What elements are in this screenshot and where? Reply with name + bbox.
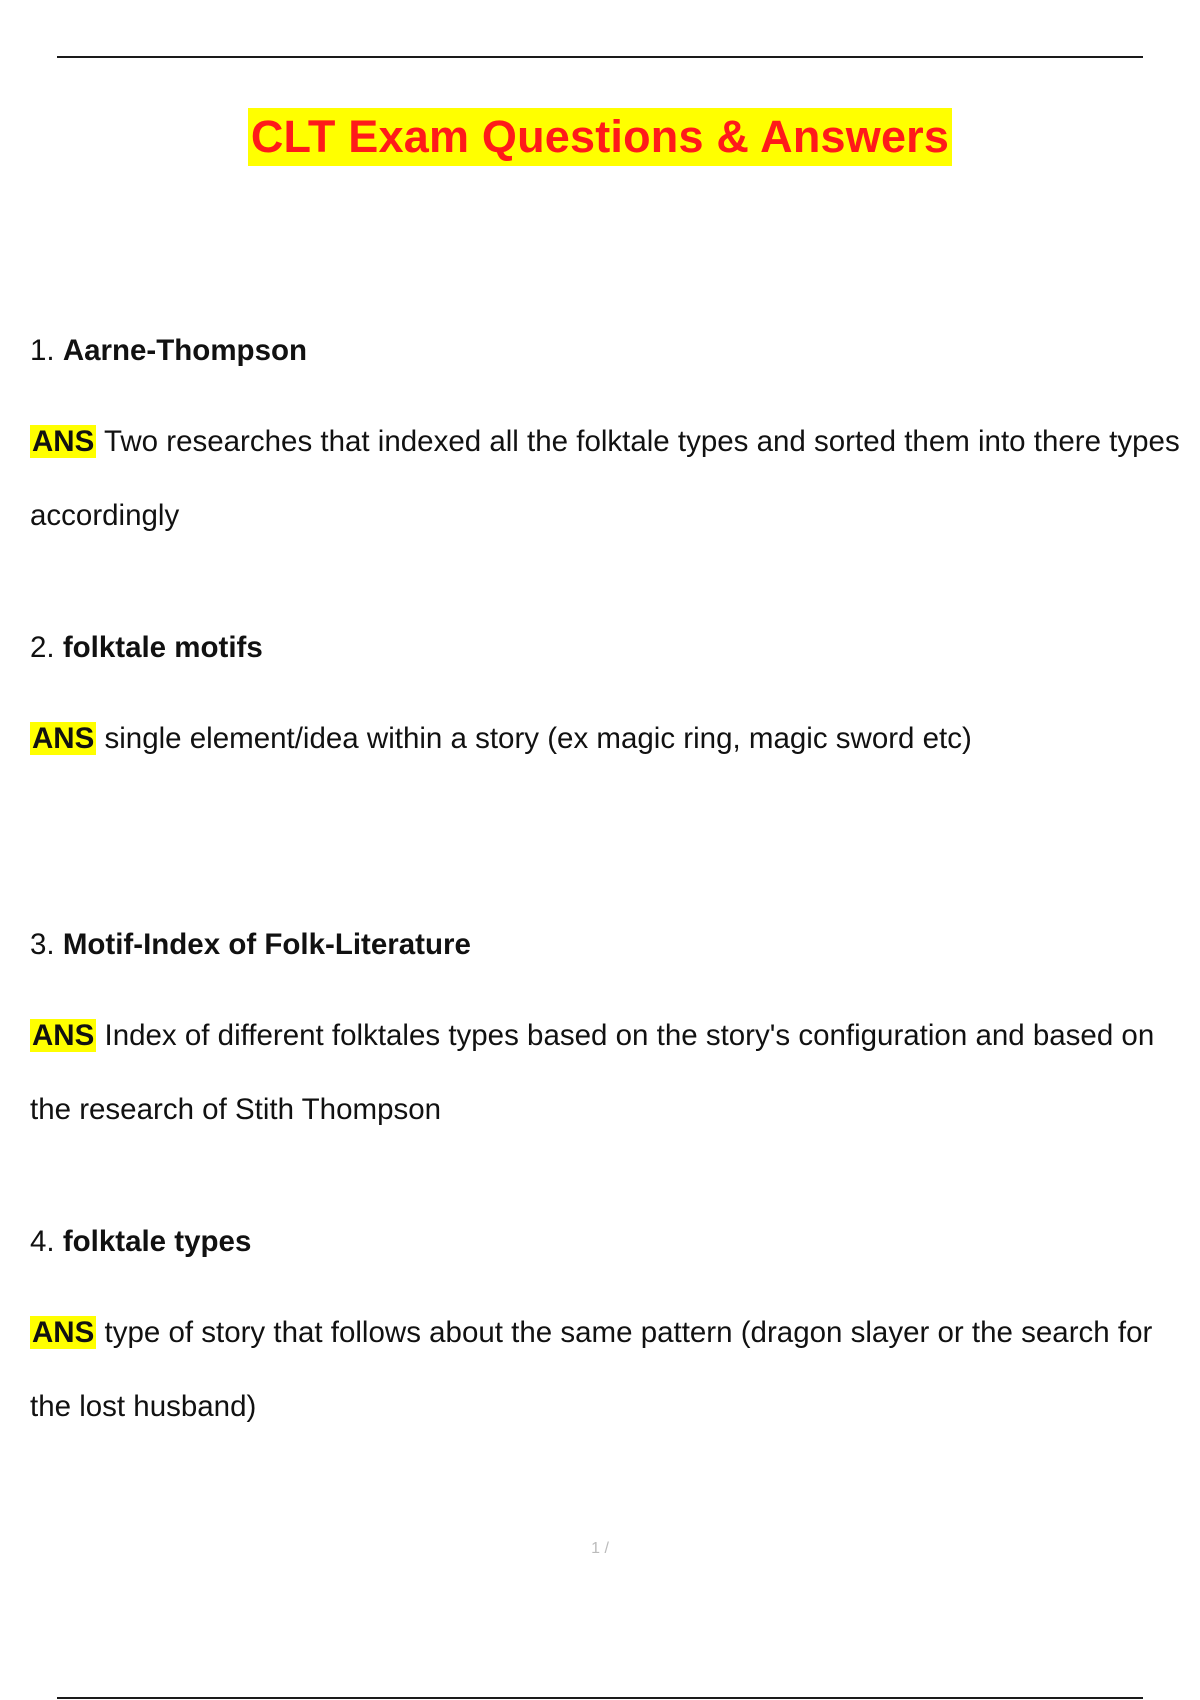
question-number: 2. (30, 631, 55, 664)
question-term: Aarne-Thompson (62, 334, 308, 367)
top-divider (57, 56, 1143, 58)
title-container (0, 108, 1200, 166)
answer (30, 405, 1190, 553)
qa-item-3 (30, 925, 1190, 1147)
document-title: CLT Exam Questions & Answers (248, 108, 952, 166)
question (30, 925, 1190, 965)
answer-text: single element/idea within a story (ex magic ring, magic sword etc) (104, 722, 972, 755)
answer (30, 999, 1190, 1147)
bottom-divider (57, 1697, 1143, 1699)
question-term: Motif-Index of Folk-Literature (62, 928, 471, 961)
answer-text: Two researches that indexed all the folktale types and sorted them into there types accordingly (30, 425, 1180, 532)
answer-tag: ANS (32, 425, 95, 458)
page-number: 1 / (591, 1540, 609, 1557)
qa-item-1 (30, 331, 1190, 553)
question (30, 331, 1190, 371)
answer-tag: ANS (32, 1019, 95, 1052)
question (30, 628, 1190, 668)
answer-tag: ANS (32, 722, 95, 755)
answer-text: type of story that follows about the same pattern (dragon slayer or the search for the lost husband) (30, 1316, 1153, 1423)
question-number: 4. (30, 1225, 55, 1258)
question-number: 1. (30, 334, 55, 367)
answer-text: Index of different folktales types based on the story's configuration and based on the research of Stith Thompson (30, 1019, 1155, 1126)
question-term: folktale motifs (62, 631, 263, 664)
answer (30, 1296, 1190, 1444)
answer (30, 702, 1190, 776)
qa-item-4 (30, 1222, 1190, 1444)
qa-item-2 (30, 628, 1190, 776)
question (30, 1222, 1190, 1262)
question-term: folktale types (62, 1225, 252, 1258)
question-number: 3. (30, 928, 55, 961)
answer-tag: ANS (32, 1316, 95, 1349)
